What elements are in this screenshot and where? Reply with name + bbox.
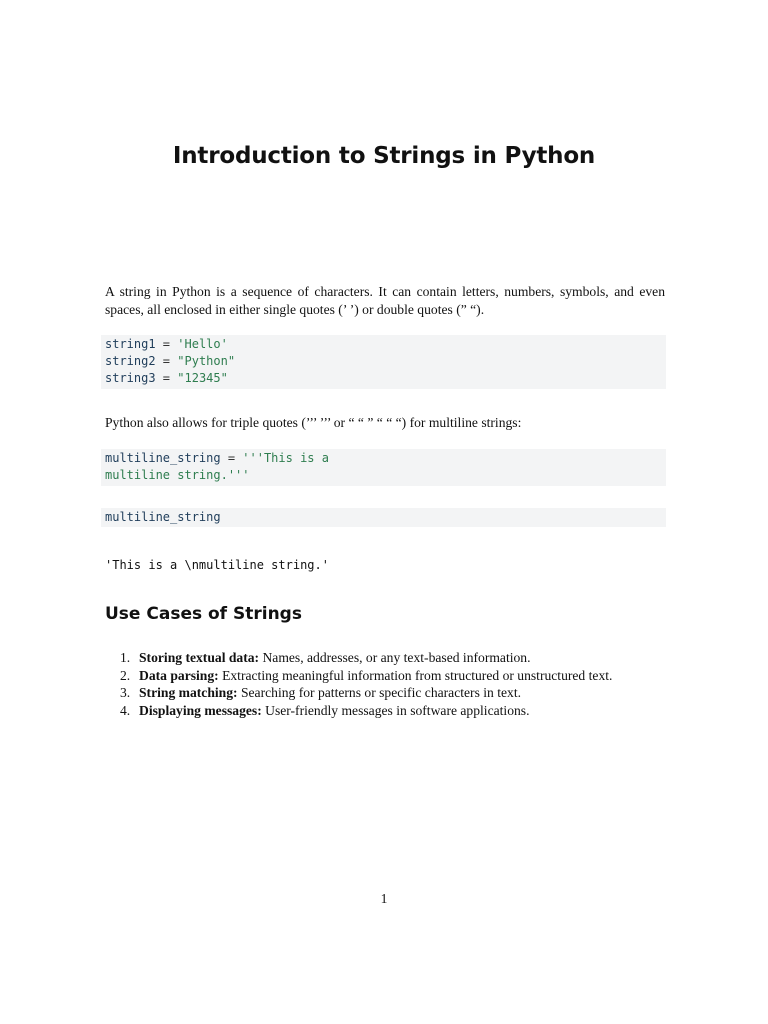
page-title: Introduction to Strings in Python — [172, 143, 596, 169]
list-item — [105, 667, 665, 685]
code-variable-name: string1 — [105, 337, 156, 351]
code-line — [105, 509, 662, 526]
code-variable-name: multiline_string — [105, 451, 221, 465]
code-operator: = — [155, 371, 178, 385]
code-variable-name: string3 — [105, 371, 156, 385]
code-operator: = — [220, 451, 243, 465]
code-operator: = — [155, 337, 178, 351]
code-string-literal: "12345" — [177, 371, 228, 385]
code-string-literal: "Python" — [177, 354, 236, 368]
code-output: 'This is a \nmultiline string.' — [105, 558, 329, 572]
list-item-term: Data parsing: — [139, 667, 219, 683]
list-item-term: String matching: — [139, 685, 238, 700]
list-item-description: Searching for patterns or specific characters in text. — [237, 685, 522, 700]
list-item — [105, 702, 665, 720]
code-string-literal: '''This is a — [242, 451, 329, 465]
list-item-number: 3. — [120, 685, 131, 700]
code-line — [105, 467, 662, 484]
use-cases-list — [105, 649, 665, 719]
list-item-term: Displaying messages: — [139, 702, 262, 718]
code-operator: = — [155, 354, 178, 368]
code-variable-name: string2 — [105, 354, 156, 368]
code-string-literal: multiline string.''' — [105, 468, 250, 482]
list-item — [105, 649, 665, 667]
code-line — [105, 353, 662, 370]
triple-quotes-paragraph: Python also allows for triple quotes (’’’ ’’’ or “ “ ” “ “ “) for multiline strings: — [105, 415, 522, 430]
code-line — [105, 336, 662, 353]
code-variable-name: multiline_string — [105, 510, 221, 524]
list-item-term: Storing textual data: — [139, 650, 260, 665]
code-block-multiline-assignment — [101, 449, 666, 486]
list-item-description: User-friendly messages in software applications. — [261, 702, 530, 718]
code-block-expression — [101, 508, 666, 527]
list-item-description: Extracting meaningful information from structured or unstructured text. — [218, 667, 613, 683]
list-item-description: Names, addresses, or any text-based information. — [259, 650, 531, 665]
list-item — [105, 684, 665, 702]
list-item-number: 1. — [120, 650, 131, 665]
intro-paragraph: A string in Python is a sequence of characters. It can contain letters, numbers, symbols, and even spaces, all enclosed in either single quotes (’ ’) or double quotes (” “). — [105, 284, 665, 317]
code-line — [105, 450, 662, 467]
section-heading-use-cases: Use Cases of Strings — [105, 604, 302, 624]
page-number: 1 — [380, 891, 388, 906]
code-block-string-assignments — [101, 335, 666, 389]
list-item-number: 4. — [120, 702, 131, 718]
code-line — [105, 370, 662, 387]
list-item-number: 2. — [120, 667, 131, 683]
code-string-literal: 'Hello' — [177, 337, 228, 351]
